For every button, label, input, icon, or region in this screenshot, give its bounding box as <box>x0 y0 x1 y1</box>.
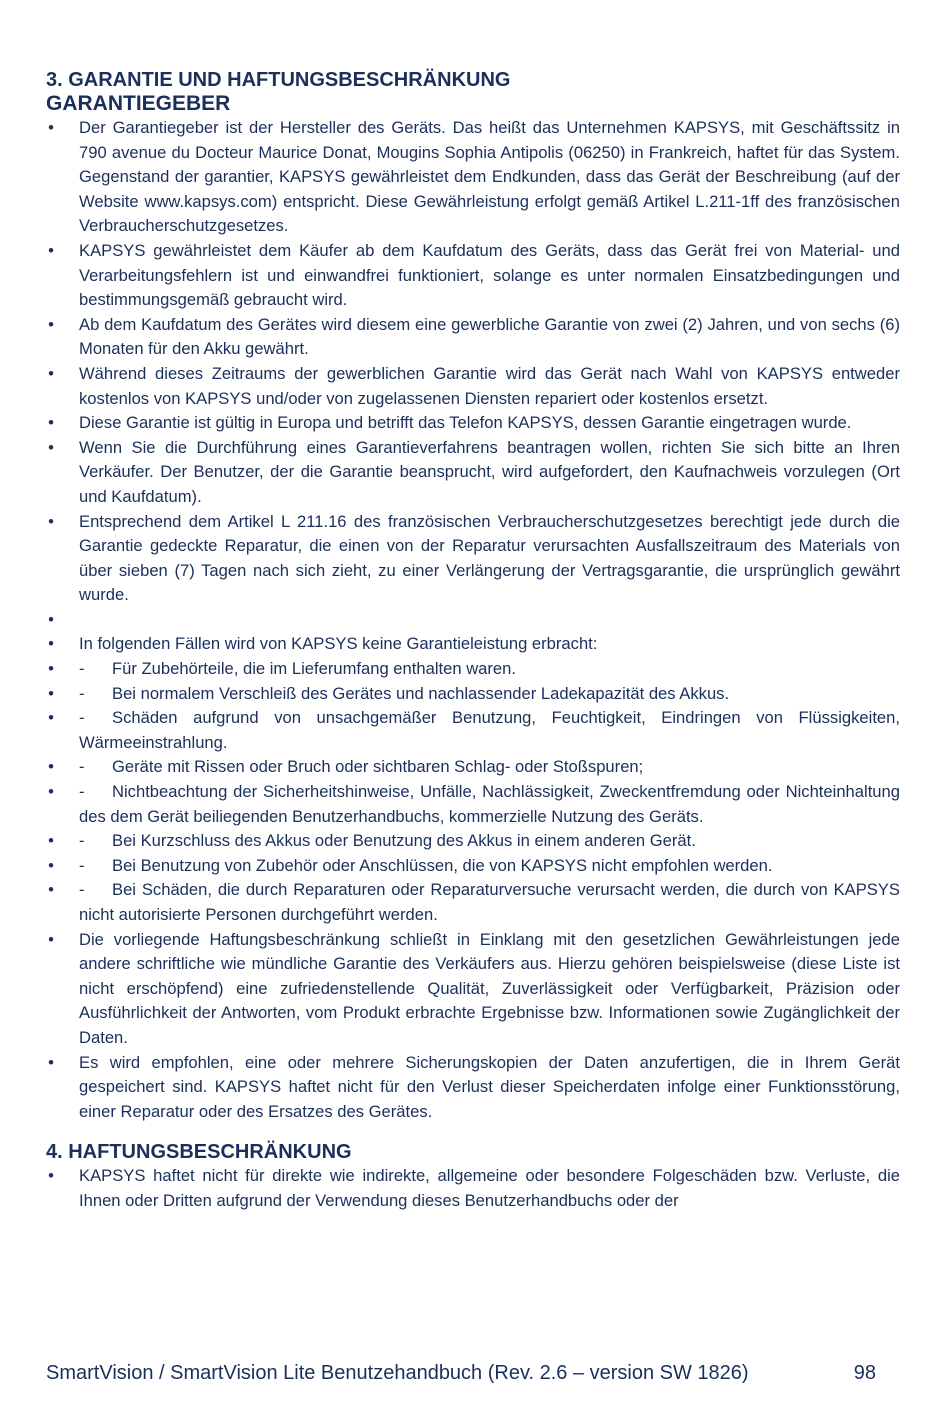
bullet-icon: • <box>48 118 54 137</box>
list-item <box>46 780 900 829</box>
bullet-icon: • <box>48 683 54 703</box>
list-item-text: Ab dem Kaufdatum des Gerätes wird diesem eine gewerbliche Garantie von zwei (2) Jahren, und von sechs (6) Monaten für den Akku gewährt. <box>79 314 900 359</box>
bullet-icon: • <box>48 609 54 629</box>
liability-list <box>46 1164 900 1213</box>
list-item-text: KAPSYS gewährleistet dem Käufer ab dem Kaufdatum des Geräts, dass das Gerät frei von Material- und Verarbeitungsfehlern ist und einwandfrei funktioniert, solange es unter normalen Einsatzbedingungen und bestimmungsgemäß gebraucht wird. <box>79 240 900 310</box>
bullet-icon: • <box>48 929 54 949</box>
list-item-text: Für Zubehörteile, die im Lieferumfang enthalten waren. <box>112 659 517 679</box>
list-item-text: Diese Garantie ist gültig in Europa und betrifft das Telefon KAPSYS, dessen Garantie eingetragen wurde. <box>79 413 852 433</box>
list-item <box>46 755 900 780</box>
list-dash: - <box>79 782 85 802</box>
bullet-icon: • <box>48 831 54 851</box>
list-dash: - <box>79 659 85 679</box>
list-item-text: KAPSYS haftet nicht für direkte wie indirekte, allgemeine oder besondere Folgeschäden bzw. Verluste, die Ihnen oder Dritten aufgrund der Verwendung dieses Benutzerhandbuchs oder der <box>79 1166 900 1210</box>
list-item-text: Bei Kurzschluss des Akkus oder Benutzung des Akkus in einem anderen Gerät. <box>112 831 696 851</box>
bullet-icon: • <box>48 880 54 900</box>
bullet-icon: • <box>48 1052 54 1072</box>
bullet-icon: • <box>48 511 54 531</box>
list-dash: - <box>79 757 85 777</box>
bullet-icon: • <box>48 659 54 679</box>
section-3-heading: 3. GARANTIE UND HAFTUNGSBESCHRÄNKUNG <box>46 69 511 91</box>
warranty-list <box>46 116 900 1124</box>
list-item-text: Bei Benutzung von Zubehör oder Anschlüssen, die von KAPSYS nicht empfohlen werden. <box>112 855 773 875</box>
list-item <box>46 928 900 1051</box>
list-item-text: Schäden aufgrund von unsachgemäßer Benutzung, Feuchtigkeit, Eindringen von Flüssigkeiten, Wärmeeinstrahlung. <box>79 708 900 752</box>
bullet-icon: • <box>48 240 54 260</box>
list-item <box>46 829 900 854</box>
list-item <box>46 1051 900 1125</box>
list-dash: - <box>79 831 85 851</box>
list-item <box>46 706 900 755</box>
list-item <box>46 657 900 682</box>
bullet-icon: • <box>48 437 54 457</box>
list-item-text: Die vorliegende Haftungsbeschränkung schließt in Einklang mit den gesetzlichen Gewährleistungen jede andere schriftliche wie mündliche Garantie des Verkäufers aus. Hierzu gehören beispielsweise (diese Liste ist nicht erschöpfend) eine zufriedenstellende Qualität, Zuverlässigkeit oder Verfügbarkeit, Präzision oder Ausführlichkeit der Antworten, vom Produkt erbrachte Ergebnisse bzw. Informationen sowie Zugänglichkeit der Daten. <box>79 929 900 1047</box>
document-page <box>46 68 900 1214</box>
list-dash: - <box>79 708 85 728</box>
page-number: 98 <box>853 1362 876 1384</box>
bullet-icon: • <box>48 363 54 383</box>
list-dash: - <box>79 683 85 703</box>
list-item-text: Bei normalem Verschleiß des Gerätes und nachlassender Ladekapazität des Akkus. <box>112 683 730 703</box>
list-item <box>46 632 900 657</box>
list-item <box>46 854 900 879</box>
list-item-text: Entsprechend dem Artikel L 211.16 des französischen Verbraucherschutzgesetzes berechtigt jede durch die Garantie gedeckte Reparatur, die einen von der Reparatur verursachten Ausfallszeitraum des Materials von über sieben (7) Tagen nach sich zieht, zu einer Verlängerung der Vertragsgarantie, die ursprünglich gewährt wurde. <box>79 511 900 605</box>
bullet-icon: • <box>48 1166 54 1186</box>
bullet-icon: • <box>48 634 54 654</box>
list-item <box>46 436 900 510</box>
list-item <box>46 313 900 362</box>
list-item <box>46 878 900 927</box>
warrantor-subheading: GARANTIEGEBER <box>46 92 231 115</box>
list-item-text: Der Garantiegeber ist der Hersteller des Geräts. Das heißt das Unternehmen KAPSYS, mit Geschäftssitz in 790 avenue du Docteur Maurice Donat, Mougins Sophia Antipolis (06250) in Frankreich, haftet für das System. Gegenstand der garantier, KAPSYS gewährleistet dem Endkunden, dass das Gerät der Beschreibung (auf der Website www.kapsys.com) entspricht. Diese Gewährleistung erfolgt gemäß Artikel L.211-1ff des französischen Verbraucherschutzgesetzes. <box>79 118 900 236</box>
section-4-heading: 4. HAFTUNGSBESCHRÄNKUNG <box>46 1141 352 1164</box>
list-item-text: Bei Schäden, die durch Reparaturen oder Reparaturversuche verursacht werden, die durch von KAPSYS nicht autorisierte Personen durchgeführt werden. <box>79 880 900 924</box>
list-dash: - <box>79 855 85 875</box>
list-item <box>46 116 900 239</box>
list-item <box>46 239 900 313</box>
list-item <box>46 1164 900 1213</box>
list-dash: - <box>79 880 85 900</box>
bullet-icon: • <box>48 314 54 334</box>
list-item-text: Während dieses Zeitraums der gewerblichen Garantie wird das Gerät nach Wahl von KAPSYS entweder kostenlos von KAPSYS und/oder von zugelassenen Diensten repariert oder kostenlos ersetzt. <box>79 363 900 408</box>
list-item-text: Geräte mit Rissen oder Bruch oder sichtbaren Schlag- oder Stoßspuren; <box>112 757 644 777</box>
bullet-icon: • <box>48 855 54 875</box>
list-item <box>46 411 900 436</box>
bullet-icon: • <box>48 757 54 777</box>
list-item-text: In folgenden Fällen wird von KAPSYS keine Garantieleistung erbracht: <box>79 634 598 654</box>
footer-title: SmartVision / SmartVision Lite Benutzehandbuch (Rev. 2.6 – version SW 1826) <box>46 1362 749 1384</box>
list-item-text: Es wird empfohlen, eine oder mehrere Sicherungskopien der Daten anzufertigen, die in Ihrem Gerät gespeichert sind. KAPSYS haftet nicht für den Verlust dieser Speicherdaten infolge einer Funktionsstörung, einer Reparatur oder des Ersatzes des Gerätes. <box>79 1052 900 1121</box>
bullet-icon: • <box>48 708 54 728</box>
bullet-icon: • <box>48 782 54 802</box>
bullet-icon: • <box>48 413 54 433</box>
list-item <box>46 510 900 608</box>
list-item-text: Nichtbeachtung der Sicherheitshinweise, Unfälle, Nachlässigkeit, Zweckentfremdung oder Nichteinhaltung des dem Gerät beiliegenden Benutzerhandbuchs, kommerzielle Nutzung des Geräts. <box>79 782 900 826</box>
list-item <box>46 682 900 707</box>
list-item-text: Wenn Sie die Durchführung eines Garantieverfahrens beantragen wollen, richten Sie sich bitte an Ihren Verkäufer. Der Benutzer, der die Garantie beansprucht, wird aufgefordert, den Kaufnachweis vorzulegen (Ort und Kaufdatum). <box>79 437 900 506</box>
list-item <box>46 362 900 411</box>
list-item <box>46 608 900 633</box>
